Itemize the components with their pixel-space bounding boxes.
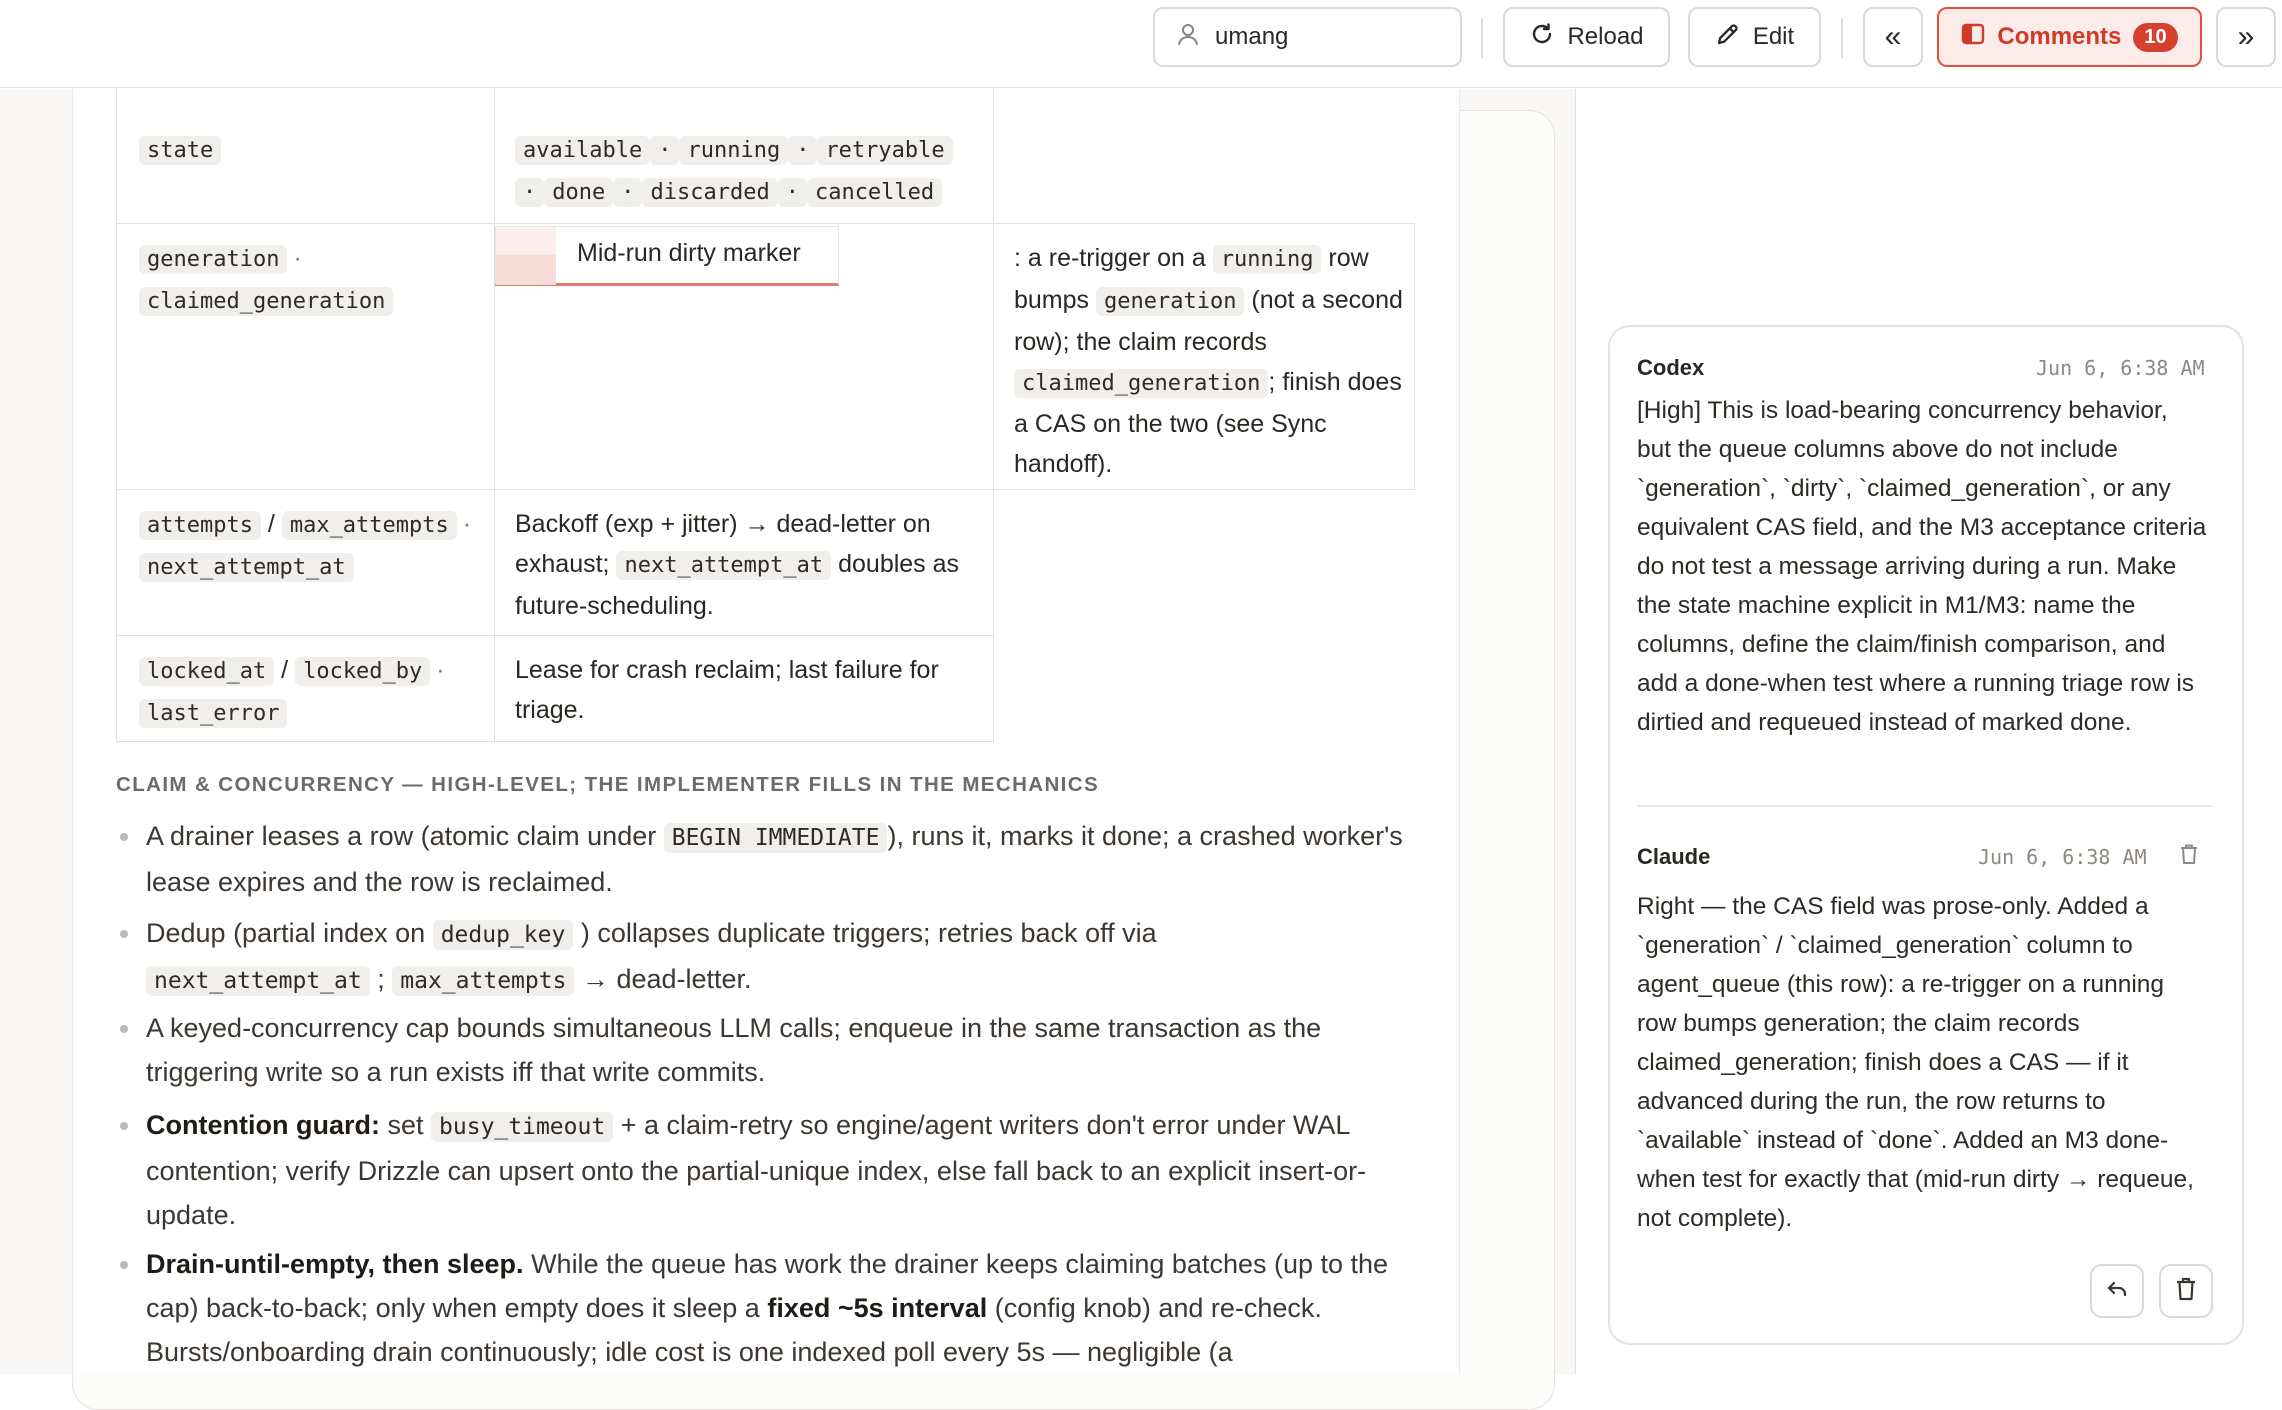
double-chevron-right-icon: » bbox=[2237, 20, 2255, 53]
code-retryable: retryable bbox=[817, 136, 952, 165]
comment-date: Jun 6, 6:38 AM bbox=[1978, 845, 2147, 869]
bullet-text: + a claim-retry so engine/agent writers don't error under WAL contention; verify Drizzle can upsert onto the partial-unique index, else fall back to an explicit insert-or-update. bbox=[146, 1110, 1367, 1230]
code-claimed-generation: claimed_generation bbox=[139, 287, 393, 316]
code-available: available bbox=[515, 136, 650, 165]
bullet-text: While the queue has work the drainer keeps claiming batches (up to the cap) back-to-back; only when empty does it sleep a bbox=[146, 1249, 1389, 1323]
code-cancelled: cancelled bbox=[807, 178, 942, 207]
table-cell: generation · claimed_generation bbox=[116, 223, 495, 490]
highlight-label: Mid-run dirty marker bbox=[577, 239, 801, 267]
bullet-text: (config knob) and re-check. Bursts/onboarding drain continuously; idle cost is one indexed poll every 5s — negligible (a bbox=[146, 1293, 1322, 1367]
code-attempts: attempts bbox=[139, 511, 261, 540]
user-field[interactable] bbox=[1153, 7, 1462, 67]
toolbar-divider bbox=[1841, 18, 1843, 58]
table-cell: attempts / max_attempts · next_attempt_at bbox=[116, 489, 495, 636]
cell-text: doubles as future-scheduling. bbox=[515, 550, 960, 620]
code-discarded: discarded bbox=[642, 178, 777, 207]
slash: / bbox=[267, 510, 275, 538]
pencil-icon bbox=[1715, 21, 1741, 54]
code-claimed-generation: claimed_generation bbox=[1014, 369, 1268, 398]
code-next-attempt-at: next_attempt_at bbox=[146, 966, 370, 996]
collapse-right-button[interactable] bbox=[2216, 7, 2276, 67]
cell-text: Backoff (exp + jitter) → dead-letter on exhaust; bbox=[515, 510, 931, 578]
bullet-text: A drainer leases a row (atomic claim under bbox=[146, 821, 657, 851]
edit-button[interactable] bbox=[1688, 7, 1821, 67]
code-generation: generation bbox=[1096, 287, 1244, 316]
bullet-text: A keyed-concurrency cap bounds simultaneous LLM calls; enqueue in the same transaction as the triggering write so a run exists iff that write commits. bbox=[146, 1013, 1322, 1087]
comment-author: Claude bbox=[1637, 844, 1711, 869]
reply-icon bbox=[2105, 1277, 2129, 1306]
code-last-error: last_error bbox=[139, 699, 287, 728]
cell-text: ; finish does a CAS on the two (see Sync handoff). bbox=[1014, 368, 1402, 478]
highlight-mid-run-dirty-marker[interactable] bbox=[495, 226, 839, 286]
bullet-text: ), runs it, marks it done; a crashed worker's lease expires and the row is reclaimed. bbox=[146, 821, 1403, 897]
section-heading: CLAIM & CONCURRENCY — HIGH-LEVEL; THE IMPLEMENTER FILLS IN THE MECHANICS bbox=[116, 773, 1100, 796]
bullet-text: ) collapses duplicate triggers; retries back off via bbox=[580, 918, 1157, 948]
comments-count-badge: 10 bbox=[2133, 23, 2177, 52]
comment-body: Right — the CAS field was prose-only. Added a `generation` / `claimed_generation` column to agent_queue (this row): a re-trigger on a running row bumps generation; the claim records claimed_generation; finish does a CAS — if it advanced during the run, the row returns to `available` instead of `done`. Added an M3 done-when test for exactly that (mid-run dirty → requeue, not complete). bbox=[1637, 893, 2194, 1232]
code-locked-at: locked_at bbox=[139, 657, 274, 686]
highlight-swatch bbox=[496, 255, 556, 285]
delete-thread-button[interactable] bbox=[2159, 1264, 2213, 1318]
bullet-text: Dedup (partial index on bbox=[146, 918, 426, 948]
code-busy-timeout: busy_timeout bbox=[431, 1112, 613, 1142]
bullet-bold-phrase: fixed ~5s interval bbox=[767, 1293, 988, 1323]
code-next-attempt-at: next_attempt_at bbox=[139, 553, 354, 582]
slash: / bbox=[281, 656, 289, 684]
comment-date: Jun 6, 6:38 AM bbox=[2036, 356, 2205, 380]
table-cell: locked_at / locked_by · last_error bbox=[116, 635, 495, 742]
list-item bbox=[146, 1103, 1416, 1237]
list-item bbox=[146, 911, 1416, 1003]
list-item bbox=[146, 1006, 1416, 1094]
double-chevron-left-icon: « bbox=[1884, 20, 1902, 53]
bullet-text: → dead-letter. bbox=[581, 964, 752, 994]
edit-label: Edit bbox=[1752, 23, 1795, 50]
reply-button[interactable] bbox=[2090, 1264, 2144, 1318]
user-name: umang bbox=[1215, 23, 1289, 50]
comment-divider bbox=[1637, 805, 2213, 807]
list-item bbox=[146, 1242, 1416, 1374]
comment-body: [High] This is load-bearing concurrency behavior, but the queue columns above do not include `generation`, `dirty`, `claimed_generation`, or any equivalent CAS field, and the M3 acceptance criteria do not test a message arriving during a run. Make the state machine explicit in M1/M3: name the columns, define the claim/finish comparison, and add a done-when test where a running triage row is dirtied and requeued instead of marked done. bbox=[1637, 397, 2207, 736]
code-running: running bbox=[1213, 245, 1322, 274]
collapse-left-button[interactable] bbox=[1863, 7, 1923, 67]
bullet-bold-lead: Contention guard: bbox=[146, 1110, 380, 1140]
code-generation: generation bbox=[139, 245, 287, 274]
bullet-text: ; bbox=[377, 964, 385, 994]
reload-label: Reload bbox=[1567, 23, 1644, 50]
code-state: state bbox=[139, 136, 221, 165]
bullet-text: set bbox=[387, 1110, 424, 1140]
reload-icon bbox=[1529, 21, 1555, 54]
comments-label: Comments bbox=[1997, 23, 2122, 50]
sidebar-panel-icon bbox=[1961, 22, 1985, 53]
cell-text: Lease for crash reclaim; last failure for triage. bbox=[515, 656, 939, 724]
code-done: done bbox=[544, 178, 613, 207]
code-running: running bbox=[679, 136, 788, 165]
code-max-attempts: max_attempts bbox=[392, 966, 574, 996]
table-cell: available · running · retryable · done · discarded · cancelled bbox=[494, 89, 994, 224]
code-locked-by: locked_by bbox=[295, 657, 430, 686]
table-cell bbox=[494, 489, 994, 636]
code-begin-immediate: BEGIN IMMEDIATE bbox=[664, 823, 888, 853]
highlight-swatch bbox=[496, 227, 556, 255]
reload-button[interactable] bbox=[1503, 7, 1670, 67]
code-dedup-key: dedup_key bbox=[433, 920, 574, 950]
code-max-attempts: max_attempts bbox=[282, 511, 457, 540]
trash-icon bbox=[2174, 1276, 2198, 1307]
trash-icon[interactable] bbox=[2178, 842, 2200, 871]
comment-author: Codex bbox=[1637, 355, 1705, 380]
top-toolbar bbox=[0, 0, 2282, 88]
table-cell bbox=[494, 635, 994, 742]
cell-text: row bumps bbox=[1014, 244, 1369, 314]
comments-toggle-button[interactable] bbox=[1937, 7, 2202, 67]
toolbar-divider bbox=[1481, 18, 1483, 58]
code-next-attempt-at: next_attempt_at bbox=[616, 551, 831, 580]
list-item bbox=[146, 814, 1416, 904]
bullet-bold-lead: Drain-until-empty, then sleep. bbox=[146, 1249, 524, 1279]
cell-text: : a re-trigger on a bbox=[1014, 244, 1206, 272]
table-cell bbox=[993, 223, 1415, 490]
cell-text: (not a second row); the claim records bbox=[1014, 286, 1403, 356]
table-cell bbox=[116, 89, 495, 224]
user-icon bbox=[1177, 22, 1199, 53]
